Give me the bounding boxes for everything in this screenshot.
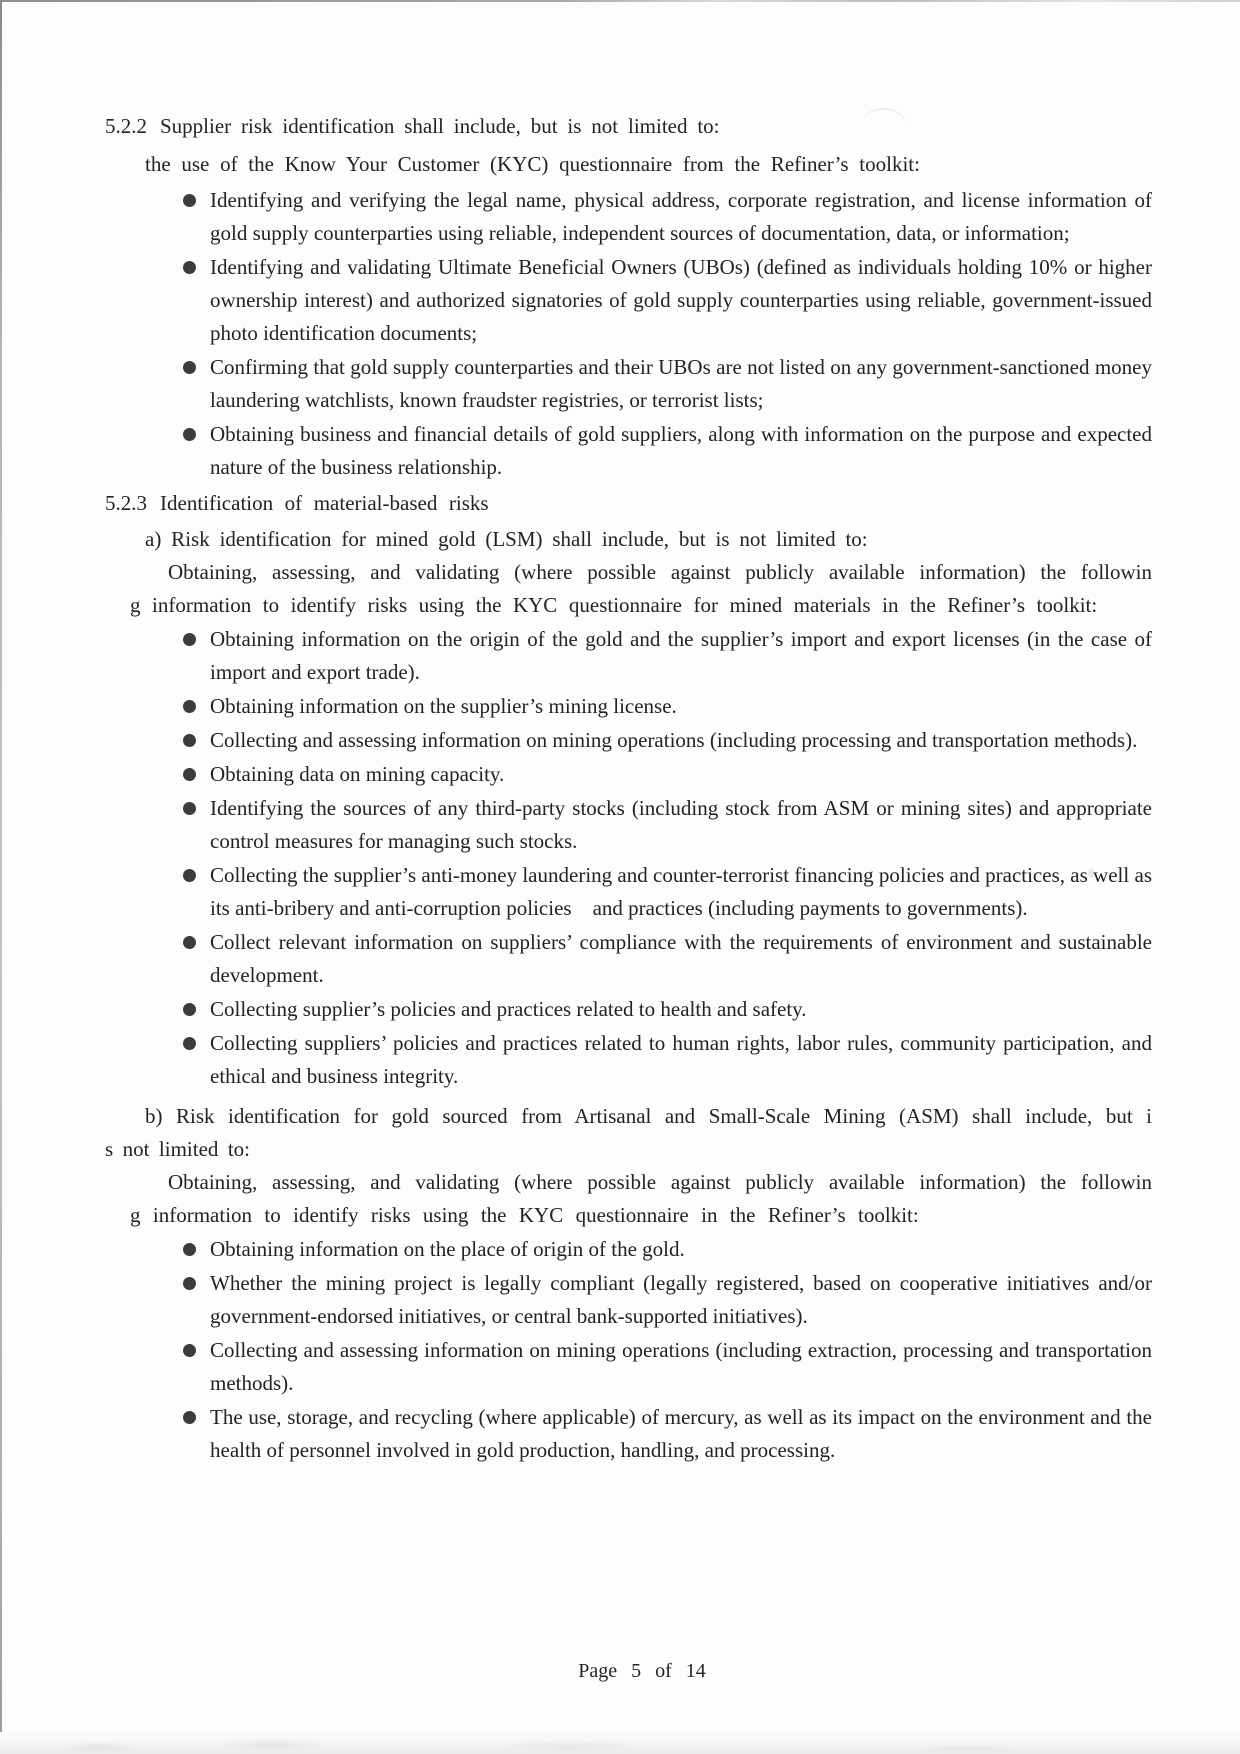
bullet-item bbox=[105, 418, 1152, 484]
bullet-icon bbox=[183, 1037, 196, 1050]
bullet-icon bbox=[183, 194, 196, 207]
bullet-text: The use, storage, and recycling (where applicable) of mercury, as well as its impact on the environment and the health of personnel involved in gold production, handling, and processing. bbox=[210, 1405, 1152, 1462]
section-5-2-3-number: 5.2.3 bbox=[105, 491, 147, 515]
bullet-text: Identifying the sources of any third-party stocks (including stock from ASM or mining sites) and appropriate control measures for managing such stocks. bbox=[210, 796, 1152, 853]
bullet-text: Collecting and assessing information on mining operations (including extraction, processing and transportation methods). bbox=[210, 1338, 1152, 1395]
bullet-text: Collecting suppliers’ policies and practices related to human rights, labor rules, community participation, and ethical and business integrity. bbox=[210, 1031, 1152, 1088]
bullet-icon bbox=[183, 869, 196, 882]
bullet-item bbox=[105, 926, 1152, 992]
bullet-text: Obtaining data on mining capacity. bbox=[210, 762, 505, 786]
bullet-text: Obtaining information on the origin of the gold and the supplier’s import and export licenses (in the case of import and export trade). bbox=[210, 627, 1152, 684]
section-5-2-2-heading bbox=[105, 110, 1152, 143]
bullet-text: Collecting the supplier’s anti-money laundering and counter-terrorist financing policies and practices, as well as its anti-bribery and anti-corruption policies and practices (including payments to governments). bbox=[210, 863, 1152, 920]
bullet-item bbox=[105, 1233, 1152, 1266]
bullet-text: Whether the mining project is legally compliant (legally registered, based on cooperative initiatives and/or government-endorsed initiatives, or central bank-supported initiatives). bbox=[210, 1271, 1152, 1328]
page-footer bbox=[0, 1656, 1240, 1686]
subsection-a-lead: a) Risk identification for mined gold (LSM) shall include, but is not limited to: bbox=[145, 527, 868, 551]
section-5-2-2-title: Supplier risk identification shall include, but is not limited to: bbox=[160, 114, 720, 138]
subsection-b-para-line1: Obtaining, assessing, and validating (where possible against publicly available information) the followin bbox=[168, 1170, 1152, 1194]
bullet-item bbox=[105, 859, 1152, 925]
bullet-item bbox=[105, 623, 1152, 689]
bullet-icon bbox=[183, 802, 196, 815]
bullet-icon bbox=[183, 1243, 196, 1256]
bullet-text: Collect relevant information on suppliers’ compliance with the requirements of environment and sustainable development. bbox=[210, 930, 1152, 987]
bullet-icon bbox=[183, 768, 196, 781]
bullet-text: Identifying and validating Ultimate Beneficial Owners (UBOs) (defined as individuals holding 10% or higher ownership interest) and authorized signatories of gold supply counterparties using reliable, government-issued photo identification documents; bbox=[210, 255, 1152, 345]
bullet-text: Obtaining information on the supplier’s mining license. bbox=[210, 694, 677, 718]
bullet-text: Confirming that gold supply counterparties and their UBOs are not listed on any government-sanctioned money laundering watchlists, known fraudster registries, or terrorist lists; bbox=[210, 355, 1152, 412]
bullet-icon bbox=[183, 261, 196, 274]
bullet-icon bbox=[183, 1411, 196, 1424]
bullet-item bbox=[105, 758, 1152, 791]
scan-edge-bottom bbox=[0, 1732, 1240, 1754]
bullet-item bbox=[105, 993, 1152, 1026]
bullet-item bbox=[105, 1027, 1152, 1093]
bullet-icon bbox=[183, 1003, 196, 1016]
bullet-text: Identifying and verifying the legal name, physical address, corporate registration, and license information of gold supply counterparties using reliable, independent sources of documentation, data, or information; bbox=[210, 188, 1152, 245]
bullet-icon bbox=[183, 734, 196, 747]
bullet-item bbox=[105, 690, 1152, 723]
subsection-a-para-line1: Obtaining, assessing, and validating (where possible against publicly available information) the followin bbox=[168, 560, 1152, 584]
bullet-item bbox=[105, 1334, 1152, 1400]
bullet-item bbox=[105, 792, 1152, 858]
bullet-icon bbox=[183, 633, 196, 646]
bullet-icon bbox=[183, 700, 196, 713]
subsection-a-para-line2: g information to identify risks using the KYC questionnaire for mined materials in the Refiner’s toolkit: bbox=[130, 593, 1098, 617]
section-5-2-3-title: Identification of material-based risks bbox=[160, 491, 489, 515]
bullet-icon bbox=[183, 1344, 196, 1357]
bullet-text: Obtaining information on the place of origin of the gold. bbox=[210, 1237, 685, 1261]
supplier-risk-bullet-list bbox=[105, 184, 1152, 484]
lsm-risk-bullet-list bbox=[105, 623, 1152, 1093]
subsection-b-lead-line2: s not limited to: bbox=[105, 1137, 251, 1161]
bullet-item bbox=[105, 351, 1152, 417]
section-5-2-2-number: 5.2.2 bbox=[105, 114, 147, 138]
bullet-item bbox=[105, 724, 1152, 757]
bullet-item bbox=[105, 251, 1152, 350]
bullet-item bbox=[105, 184, 1152, 250]
bullet-icon bbox=[183, 361, 196, 374]
section-5-2-3-heading bbox=[105, 487, 1152, 520]
subsection-b-para-line2: g information to identify risks using the KYC questionnaire in the Refiner’s toolkit: bbox=[130, 1203, 919, 1227]
page-number-text: Page 5 of 14 bbox=[578, 1660, 706, 1682]
bullet-icon bbox=[183, 428, 196, 441]
bullet-text: Obtaining business and financial details of gold suppliers, along with information on the purpose and expected nature of the business relationship. bbox=[210, 422, 1152, 479]
bullet-icon bbox=[183, 936, 196, 949]
subsection-b-lead-line1: b) Risk identification for gold sourced from Artisanal and Small-Scale Mining (ASM) shall include, but i bbox=[145, 1104, 1152, 1128]
bullet-text: Collecting supplier’s policies and practices related to health and safety. bbox=[210, 997, 807, 1021]
bullet-text: Collecting and assessing information on mining operations (including processing and transportation methods). bbox=[210, 728, 1138, 752]
asm-risk-bullet-list bbox=[105, 1233, 1152, 1467]
bullet-icon bbox=[183, 1277, 196, 1290]
bullet-item bbox=[105, 1267, 1152, 1333]
bullet-item bbox=[105, 1401, 1152, 1467]
kyc-intro-line: the use of the Know Your Customer (KYC) questionnaire from the Refiner’s toolkit: bbox=[145, 152, 920, 176]
